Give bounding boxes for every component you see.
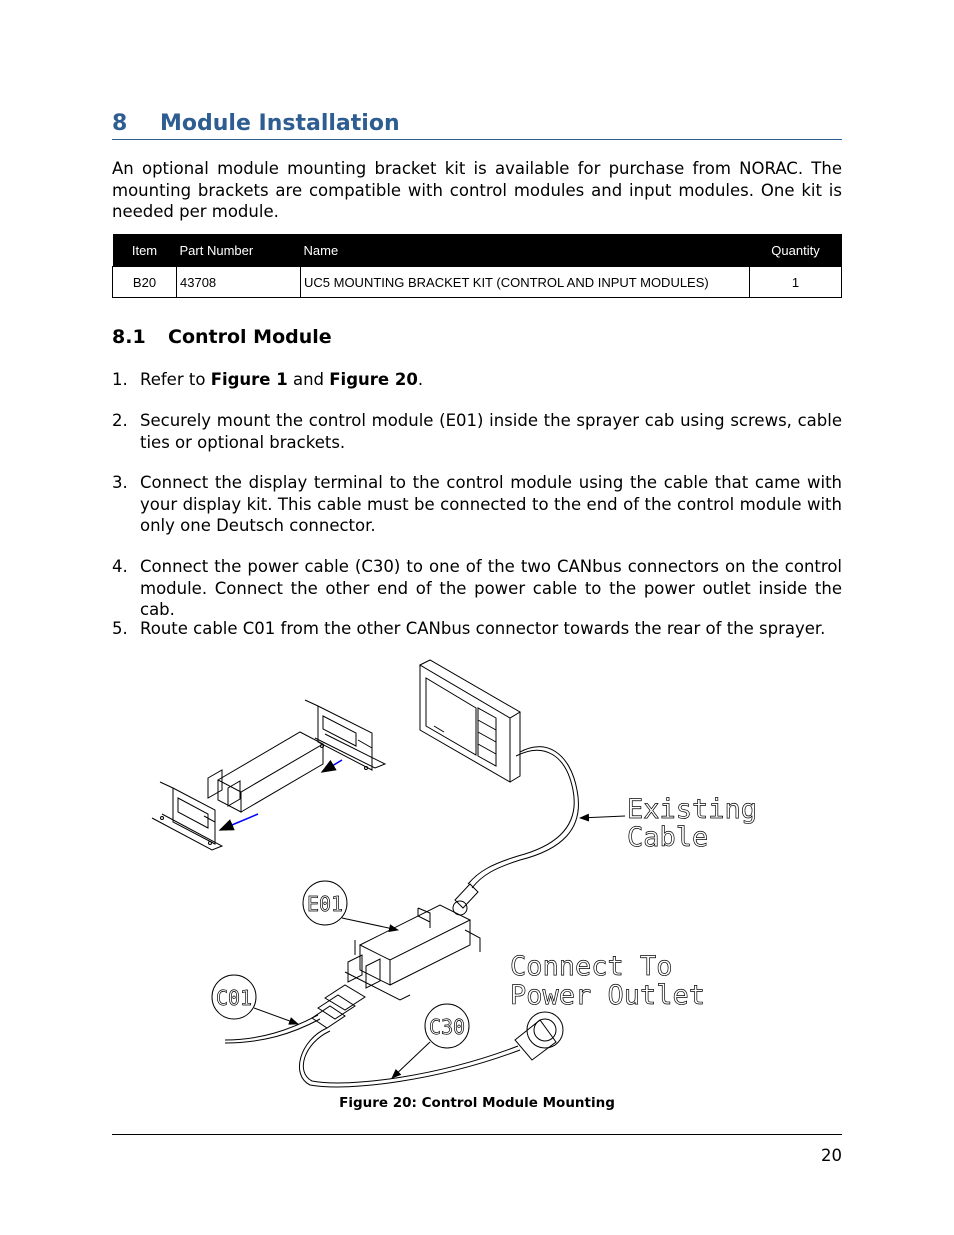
step-text-mid: and bbox=[287, 370, 330, 389]
intro-paragraph: An optional module mounting bracket kit is available for purchase from NORAC. The mounting brackets are compatible with control modules and input modules. One kit is needed per module. bbox=[112, 159, 842, 221]
figure-20-reference: Figure 20 bbox=[329, 370, 418, 389]
step-number: 5. bbox=[112, 619, 128, 638]
step-number: 1. bbox=[112, 370, 128, 389]
step-text-suffix: . bbox=[417, 370, 424, 389]
col-header-part-number: Part Number bbox=[177, 234, 301, 267]
step-number: 4. bbox=[112, 557, 128, 576]
control-module-mounting-diagram bbox=[140, 650, 820, 1095]
figure-1-reference: Figure 1 bbox=[210, 370, 288, 389]
c01-label: C01 bbox=[215, 986, 253, 1010]
cell-quantity: 1 bbox=[750, 267, 842, 298]
step-text bbox=[140, 369, 842, 391]
step-1 bbox=[112, 369, 842, 391]
control-module-e01 bbox=[345, 905, 480, 1000]
subsection-heading bbox=[112, 325, 332, 349]
section-number: 8 bbox=[112, 111, 128, 136]
step-2 bbox=[112, 410, 842, 453]
page-number: 20 bbox=[821, 1146, 842, 1165]
table-row bbox=[113, 267, 842, 298]
step-text: Connect the power cable (C30) to one of the two CANbus connectors on the control module. Connect the other end of the power cable to the power outlet inside the cab. bbox=[140, 557, 842, 619]
cell-part-number: 43708 bbox=[177, 267, 301, 298]
step-text: Connect the display terminal to the control module using the cable that came with your display kit. This cable must be connected to the end of the control module with only one Deutsch connector. bbox=[140, 473, 842, 535]
step-4 bbox=[112, 556, 842, 621]
subsection-title: Control Module bbox=[168, 326, 332, 348]
existing-cable-label-line1: Existing bbox=[627, 794, 758, 825]
e01-label: E01 bbox=[306, 892, 344, 916]
power-outlet-plug bbox=[515, 1012, 563, 1060]
step-text-prefix: Refer to bbox=[140, 370, 211, 389]
harness-connectors bbox=[312, 985, 365, 1028]
cell-item: B20 bbox=[113, 267, 177, 298]
parts-table bbox=[112, 234, 842, 298]
step-5 bbox=[112, 618, 842, 640]
col-header-quantity: Quantity bbox=[750, 234, 842, 267]
col-header-item: Item bbox=[113, 234, 177, 267]
col-header-name: Name bbox=[301, 234, 750, 267]
blue-arrow-left bbox=[220, 814, 258, 830]
step-number: 3. bbox=[112, 473, 128, 492]
table-header-row bbox=[113, 234, 842, 267]
figure-caption: Figure 20: Control Module Mounting bbox=[339, 1095, 615, 1111]
existing-cable bbox=[472, 747, 578, 888]
c30-power-cable bbox=[299, 1028, 520, 1087]
connect-label-line2: Power Outlet bbox=[510, 980, 706, 1011]
cell-name: UC5 MOUNTING BRACKET KIT (CONTROL AND INPUT MODULES) bbox=[301, 267, 750, 298]
section-heading bbox=[112, 111, 842, 140]
bracket-exploded-view bbox=[152, 700, 385, 850]
step-text: Route cable C01 from the other CANbus connector towards the rear of the sprayer. bbox=[140, 619, 826, 638]
display-terminal bbox=[420, 660, 520, 782]
existing-cable-label-line2: Cable bbox=[627, 822, 709, 853]
footer-divider bbox=[112, 1134, 842, 1135]
blue-arrow-right bbox=[322, 760, 342, 772]
step-3 bbox=[112, 472, 842, 537]
step-text: Securely mount the control module (E01) inside the sprayer cab using screws, cable ties or optional brackets. bbox=[140, 411, 842, 452]
c30-label: C30 bbox=[428, 1015, 466, 1039]
section-title: Module Installation bbox=[160, 111, 400, 136]
subsection-number: 8.1 bbox=[112, 326, 146, 348]
connect-label-line1: Connect To bbox=[510, 951, 673, 982]
step-number: 2. bbox=[112, 411, 128, 430]
